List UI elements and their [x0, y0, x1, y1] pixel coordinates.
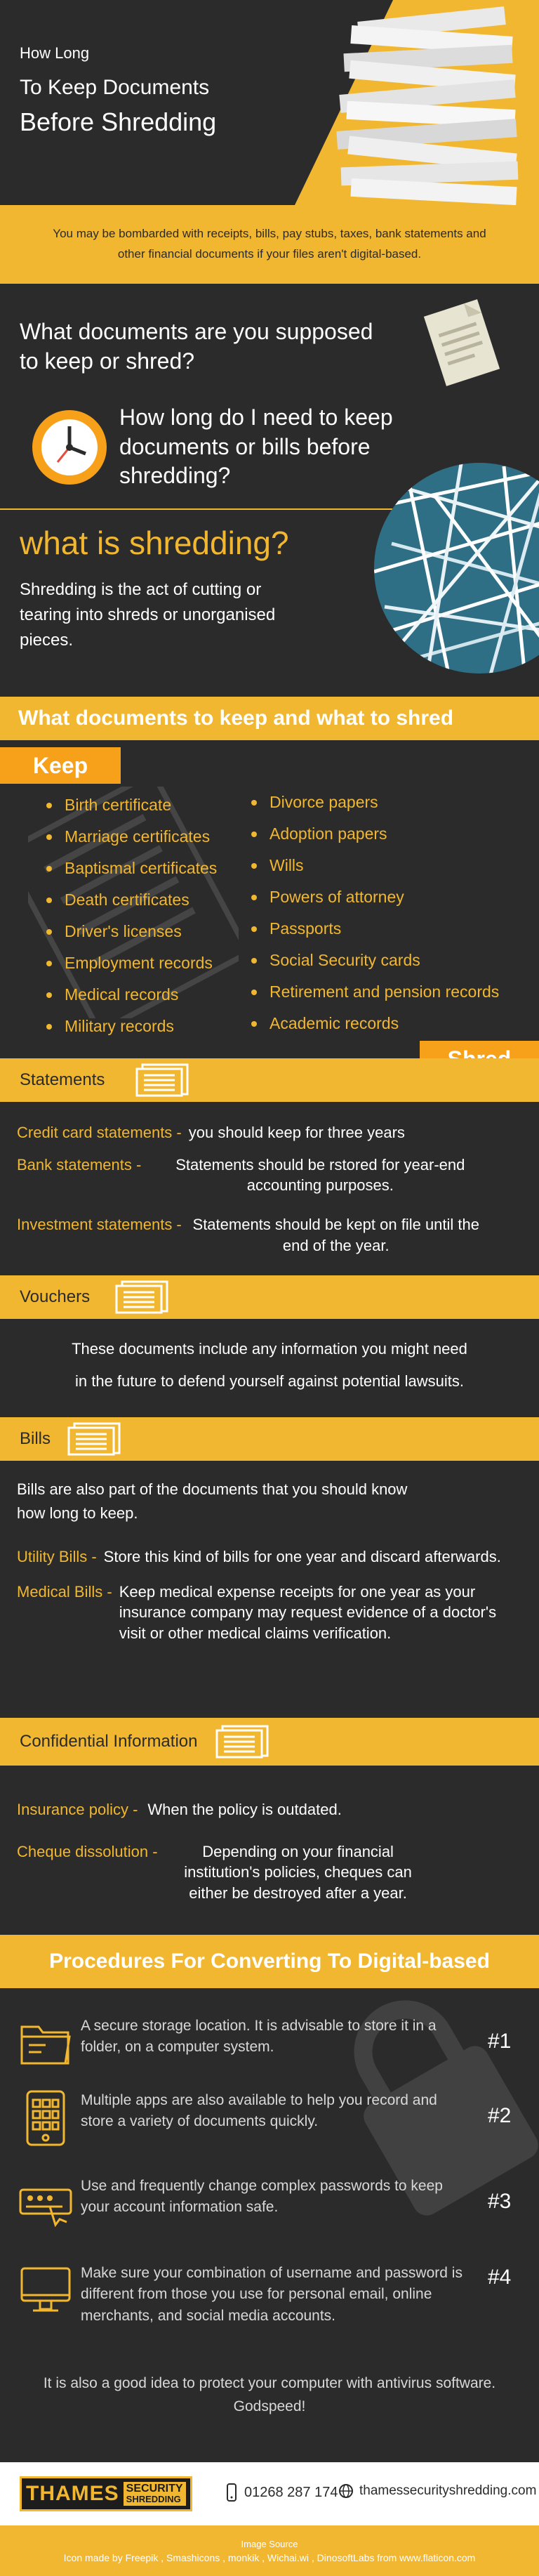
list-item-label: Passports: [270, 919, 342, 938]
header-title-line-3: Before Shredding: [20, 107, 217, 136]
list-item: [251, 850, 499, 881]
files-icon: [214, 1725, 270, 1759]
bullet: [46, 898, 52, 903]
confidential-rows: [17, 1799, 529, 1904]
statements-heading: Statements: [20, 1070, 105, 1089]
list-item-label: Marriage certificates: [65, 827, 211, 846]
bills-intro-line-1: Bills are also part of the documents that you should know: [17, 1480, 408, 1498]
clock-icon: [31, 409, 108, 486]
statements-bar: [0, 1058, 539, 1102]
list-item: [46, 853, 217, 884]
bill-row: [17, 1582, 529, 1644]
list-item: [46, 979, 217, 1011]
question-2-line-1: How long do I need to keep: [119, 405, 393, 430]
list-item: [46, 884, 217, 916]
bill-text: Keep medical expense receipts for one year as your insurance company may request evidence of a doctor's visit or other medical claims verification.: [119, 1582, 497, 1643]
list-item: [46, 916, 217, 947]
vouchers-text-line-2: in the future to defend yourself against potential lawsuits.: [74, 1372, 464, 1391]
procedures-title: Procedures For Converting To Digital-based: [49, 1950, 490, 1973]
list-item-label: Wills: [270, 856, 304, 874]
confidential-heading: Confidential Information: [20, 1732, 198, 1751]
bills-intro-line-2: how long to keep.: [17, 1504, 138, 1523]
procedure-text: A secure storage location. It is advisable to store it in a folder, on a computer system.: [81, 2018, 437, 2056]
procedures-closing: [0, 2372, 539, 2418]
files-icon: [66, 1422, 122, 1456]
statement-label: Bank statements -: [17, 1155, 142, 1174]
question-2-line-3: shredding?: [119, 463, 231, 489]
list-item-label: Military records: [65, 1017, 174, 1035]
procedure-text: Make sure your combination of username and password is different from those you use for personal email, online merchants, and social media accounts.: [81, 2265, 463, 2324]
bullet: [251, 832, 257, 837]
keep-label: Keep: [0, 747, 121, 784]
statement-row: [17, 1214, 529, 1256]
company-logo: [20, 2476, 192, 2511]
confidential-bar: [0, 1718, 539, 1766]
folder-icon: [18, 2016, 74, 2072]
procedure-item-4: [18, 2263, 523, 2327]
procedure-item-1: [18, 2016, 523, 2072]
list-item-label: Retirement and pension records: [270, 983, 500, 1001]
question-1-line-1: What documents are you supposed: [20, 319, 373, 344]
procedure-number: #4: [488, 2266, 512, 2289]
confidential-row: [17, 1799, 529, 1820]
bullet: [251, 800, 257, 806]
procedures-band: [0, 1935, 539, 1988]
header-title-line-1: How Long: [20, 44, 90, 62]
logo-subtext: [124, 2482, 186, 2506]
statement-text: Statements should be kept on file until the end of the year.: [192, 1216, 479, 1254]
list-item: [251, 945, 499, 976]
list-item-label: Social Security cards: [270, 951, 420, 969]
list-item-label: Academic records: [270, 1014, 399, 1032]
bills-bar: [0, 1417, 539, 1461]
procedure-number: #1: [488, 2030, 512, 2053]
shredding-text-line-2: tearing into shreds or unorganised: [20, 605, 276, 624]
image-source-label: Image Source: [241, 2538, 298, 2549]
shredding-title: what is shredding?: [20, 525, 289, 561]
list-item-label: Divorce papers: [270, 793, 378, 811]
bullet: [251, 958, 257, 964]
question-2-line-2: documents or bills before: [119, 433, 371, 459]
shredding-text-line-1: Shredding is the act of cutting or: [20, 580, 262, 599]
bullet: [46, 929, 52, 935]
statement-text: Statements should be rstored for year-end accounting purposes.: [175, 1155, 465, 1195]
question-1-line-2: to keep or shred?: [20, 348, 195, 374]
bullet: [251, 863, 257, 869]
list-item-label: Birth certificate: [65, 796, 172, 814]
intro-band: [0, 205, 539, 284]
shredded-paper-image: [364, 452, 539, 698]
files-icon: [134, 1063, 190, 1097]
statement-label: Credit card statements -: [17, 1124, 182, 1141]
keep-list: [46, 789, 217, 1042]
header: [0, 0, 539, 205]
bullet: [46, 1024, 52, 1030]
procedure-text: Multiple apps are also available to help you record and store a variety of documents quickly.: [81, 2092, 437, 2130]
list-item-label: Adoption papers: [270, 824, 387, 843]
files-icon: [114, 1280, 170, 1314]
confidential-row: [17, 1841, 529, 1904]
list-item-label: Medical records: [65, 985, 179, 1004]
list-item: [251, 1008, 499, 1039]
question-2: [119, 403, 393, 491]
confidential-label: Cheque dissolution -: [17, 1842, 158, 1860]
website-url: thamessecurityshredding.com: [359, 2483, 537, 2498]
list-item-label: Employment records: [65, 954, 213, 972]
confidential-text: When the policy is outdated.: [147, 1801, 342, 1818]
procedure-number: #2: [488, 2104, 512, 2127]
bill-row: [17, 1546, 529, 1568]
header-title-line-2: To Keep Documents: [20, 75, 210, 99]
question-1: [20, 317, 373, 376]
phone-icon: [226, 2483, 237, 2502]
list-item: [46, 1011, 217, 1042]
logo-word-shredding: SHREDDING: [126, 2493, 181, 2504]
statement-row: [17, 1155, 529, 1196]
procedures-closing-line-2: Godspeed!: [233, 2398, 306, 2414]
document-icon: [420, 294, 504, 392]
statement-label: Investment statements -: [17, 1216, 182, 1234]
keep-shred-title: What documents to keep and what to shred: [18, 707, 454, 730]
paper-stack-image: [330, 0, 539, 205]
intro-text-line-2: other financial documents if your files aren't digital-based.: [117, 247, 422, 261]
logo-word-security: SECURITY: [126, 2482, 183, 2495]
shredding-divider: [0, 508, 393, 510]
bullet: [251, 895, 257, 900]
list-item-label: Powers of attorney: [270, 888, 404, 906]
phone-contact[interactable]: [226, 2483, 338, 2502]
bills-intro: [17, 1478, 407, 1525]
list-item: [46, 947, 217, 979]
bill-label: Utility Bills -: [17, 1548, 97, 1565]
procedure-item-3: [18, 2176, 523, 2232]
phone-number: 01268 287 174: [244, 2484, 338, 2500]
list-item-label: Driver's licenses: [65, 922, 182, 940]
list-item: [46, 789, 217, 821]
bill-label: Medical Bills -: [17, 1582, 112, 1601]
shredding-text: [20, 577, 275, 653]
vouchers-bar: [0, 1275, 539, 1319]
bullet: [46, 866, 52, 872]
procedure-item-2: [18, 2090, 523, 2146]
keep-shred-band: [0, 697, 539, 740]
procedure-number: #3: [488, 2190, 512, 2213]
globe-icon: [338, 2483, 354, 2499]
password-icon: [18, 2176, 74, 2232]
confidential-label: Insurance policy -: [17, 1801, 138, 1818]
shred-list: [251, 787, 499, 1039]
list-item: [251, 913, 499, 945]
icon-credits: Icon made by Freepik , Smashicons , monkik , Wichai.wi , DinosoftLabs from www.flaticon.com: [63, 2551, 476, 2563]
bills-rows: [17, 1546, 529, 1644]
list-item: [251, 881, 499, 913]
computer-icon: [18, 2263, 74, 2319]
list-item: [251, 818, 499, 850]
footer: [0, 2462, 539, 2525]
confidential-text: Depending on your financial institution's policies, cheques can either be destroyed after a year.: [184, 1842, 412, 1903]
statements-rows: [17, 1122, 529, 1256]
shredding-text-line-3: pieces.: [20, 631, 74, 650]
logo-word-thames: THAMES: [26, 2482, 119, 2505]
bullet: [251, 926, 257, 932]
list-item-label: Death certificates: [65, 891, 189, 909]
bullet: [46, 834, 52, 840]
vouchers-text-line-1: These documents include any information you might need: [72, 1340, 467, 1358]
procedure-text: Use and frequently change complex passwords to keep your account information safe.: [81, 2178, 443, 2216]
bill-text: Store this kind of bills for one year and discard afterwards.: [103, 1548, 501, 1565]
bullet: [251, 990, 257, 995]
bills-heading: Bills: [20, 1429, 51, 1448]
list-item: [251, 976, 499, 1008]
vouchers-text: [0, 1333, 539, 1398]
list-item: [46, 821, 217, 853]
vouchers-heading: Vouchers: [20, 1287, 91, 1306]
statement-row: [17, 1122, 529, 1143]
header-title: [20, 44, 216, 138]
bullet: [46, 961, 52, 966]
procedures-closing-line-1: It is also a good idea to protect your computer with antivirus software.: [43, 2375, 496, 2391]
credits-band: [0, 2525, 539, 2576]
bullet: [251, 1021, 257, 1027]
phone-apps-icon: [18, 2090, 74, 2146]
website-link[interactable]: [338, 2483, 536, 2499]
bullet: [46, 803, 52, 808]
list-item-label: Baptismal certificates: [65, 859, 218, 877]
list-item: [251, 787, 499, 818]
bullet: [46, 992, 52, 998]
statement-text: you should keep for three years: [188, 1124, 405, 1141]
intro-text-line-1: You may be bombarded with receipts, bills, pay stubs, taxes, bank statements and: [53, 227, 486, 241]
